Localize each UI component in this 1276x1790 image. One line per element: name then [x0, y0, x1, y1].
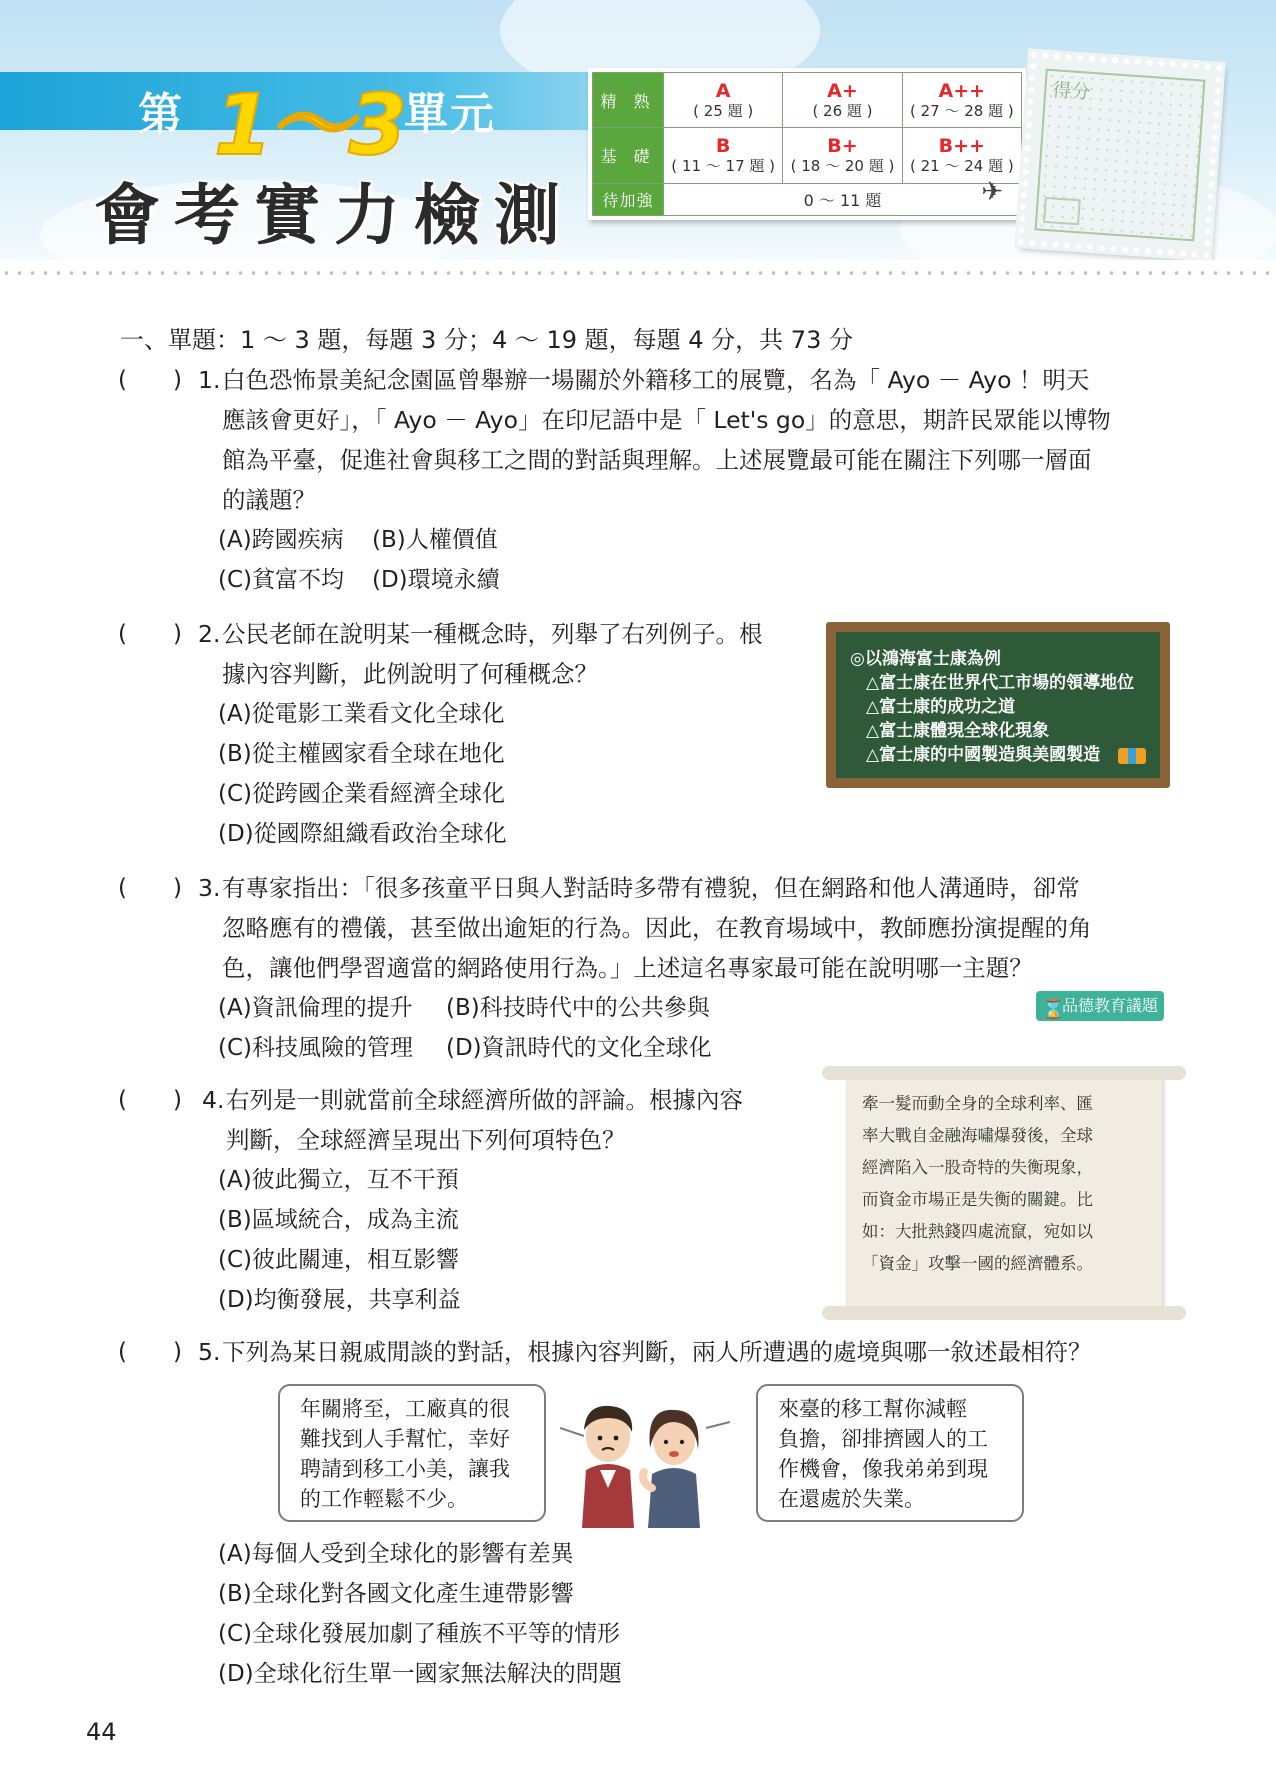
question-number: 1.: [198, 366, 221, 394]
question-number: 4.: [202, 1086, 225, 1114]
question-text: 館為平臺，促進社會與移工之間的對話與理解。上述展覽最可能在關注下列哪一層面: [222, 446, 1092, 474]
option-d[interactable]: (D)環境永續: [372, 567, 500, 593]
question-text: 白色恐怖景美紀念園區曾舉辦一場關於外籍移工的展覽，名為「 Ayo － Ayo ！明天: [222, 366, 1090, 394]
grade-cell: B++ ( 21 ～ 24 題 ): [902, 128, 1021, 183]
page-title: 會考實力檢測: [94, 177, 574, 254]
grade-cell: A ( 25 題 ): [664, 73, 783, 128]
bubble-line: 作機會，像我弟弟到現: [778, 1457, 988, 1481]
question-text: 公民老師在說明某一種概念時，列舉了右列例子。根: [222, 620, 763, 648]
grade-cell: B ( 11 ～ 17 題 ): [664, 128, 783, 183]
dotted-divider: [0, 270, 1276, 276]
option-b[interactable]: (B)區域統合，成為主流: [218, 1207, 459, 1233]
grade-cell: B+ ( 18 ～ 20 題 ): [783, 128, 902, 183]
question-text: 下列為某日親戚閒談的對話，根據內容判斷，兩人所遭遇的處境與哪一敘述最相符？: [222, 1338, 1092, 1366]
question-text: 判斷，全球經濟呈現出下列何項特色？: [226, 1126, 626, 1154]
speech-bubble-left: [278, 1384, 546, 1522]
option-c[interactable]: (C)科技風險的管理: [218, 1035, 414, 1061]
option-d[interactable]: (D)資訊時代的文化全球化: [446, 1035, 712, 1061]
board-line: △富士康的中國製造與美國製造: [866, 745, 1101, 765]
scroll-line: 而資金市場正是失衡的關鍵。比: [862, 1190, 1093, 1209]
answer-blank[interactable]: ( ): [118, 1339, 182, 1365]
grade-cell: A+ ( 26 題 ): [783, 73, 902, 128]
header-banner: [0, 0, 1276, 260]
option-d[interactable]: (D)全球化衍生單一國家無法解決的問題: [218, 1661, 622, 1687]
question-text: 應該會更好」，「 Ayo － Ayo」在印尼語中是「 Let's go」的意思，期許民眾能以博物: [222, 406, 1111, 434]
question-text: 的議題？: [222, 486, 316, 514]
bubble-line: 來臺的移工幫你減輕: [778, 1397, 967, 1421]
two-people-illustration: [560, 1378, 730, 1528]
board-line: ◎以鴻海富士康為例: [850, 649, 1001, 669]
board-line: △富士康體現全球化現象: [866, 721, 1050, 741]
hourglass-icon: ⌛: [1042, 999, 1065, 1020]
question-number: 2.: [198, 620, 221, 648]
option-c[interactable]: (C)全球化發展加劇了種族不平等的情形: [218, 1621, 621, 1647]
bubble-line: 年關將至，工廠真的很: [300, 1397, 510, 1421]
option-c[interactable]: (C)從跨國企業看經濟全球化: [218, 781, 506, 807]
scroll-line: 率大戰自金融海嘯爆發後，全球: [862, 1126, 1093, 1145]
airplane-icon: ✈: [981, 177, 1003, 207]
option-b[interactable]: (B)從主權國家看全球在地化: [218, 741, 505, 767]
score-label: 得分: [1051, 79, 1092, 104]
scroll-line: 經濟陷入一股奇特的失衡現象，: [862, 1158, 1093, 1177]
question-text: 色，讓他們學習適當的網路使用行為。」上述這名專家最可能在說明哪一主題？: [222, 954, 1033, 982]
section-title: 一、單題：1 ～ 3 題，每題 3 分；4 ～ 19 題，每題 4 分，共 73 分: [120, 326, 853, 354]
option-d[interactable]: (D)從國際組織看政治全球化: [218, 821, 507, 847]
question-text: 據內容判斷，此例說明了何種概念？: [222, 660, 598, 688]
question-text: 右列是一則就當前全球經濟所做的評論。根據內容: [226, 1086, 743, 1114]
answer-blank[interactable]: ( ): [118, 875, 182, 901]
unit-prefix: 第: [138, 89, 184, 140]
score-stamp: [1017, 52, 1222, 259]
grade-row-proficient: [593, 73, 1022, 128]
scroll-line: 牽一髮而動全身的全球利率、匯: [862, 1094, 1093, 1113]
grade-table: [588, 68, 1026, 220]
topic-badge: ⌛ 品德教育議題: [1036, 991, 1164, 1021]
option-b[interactable]: (B)科技時代中的公共參與: [446, 995, 710, 1021]
scroll-line: 「資金」攻擊一國的經濟體系。: [862, 1254, 1093, 1273]
option-a[interactable]: (A)彼此獨立，互不干預: [218, 1167, 459, 1193]
grade-row-label: 精 熟: [593, 73, 664, 128]
envelope-icon: [1043, 197, 1081, 225]
option-a[interactable]: (A)從電影工業看文化全球化: [218, 701, 505, 727]
grade-cell: A++ ( 27 ～ 28 題 ): [902, 73, 1021, 128]
option-c[interactable]: (C)貧富不均: [218, 567, 345, 593]
bubble-line: 聘請到移工小美，讓我: [300, 1457, 510, 1481]
bubble-line: 負擔，卻排擠國人的工: [778, 1427, 988, 1451]
grade-row-label: 待加強: [593, 183, 664, 215]
eraser-icon: [1118, 748, 1146, 764]
option-b[interactable]: (B)全球化對各國文化產生連帶影響: [218, 1581, 574, 1607]
grade-cell: 0 ～ 11 題 ✈: [664, 183, 1022, 215]
speech-bubble-right: [756, 1384, 1024, 1522]
unit-number: 1～3: [214, 76, 403, 174]
question-number: 3.: [198, 874, 221, 902]
board-line: △富士康在世界代工市場的領導地位: [866, 673, 1135, 693]
commentary-scroll: [846, 1074, 1162, 1312]
option-a[interactable]: (A)資訊倫理的提升: [218, 995, 413, 1021]
option-c[interactable]: (C)彼此關連，相互影響: [218, 1247, 460, 1273]
answer-blank[interactable]: ( ): [118, 621, 182, 647]
answer-blank[interactable]: ( ): [118, 1087, 182, 1113]
question-text: 有專家指出：「很多孩童平日與人對話時多帶有禮貌，但在網路和他人溝通時，卻常: [222, 874, 1080, 902]
scroll-line: 如：大批熱錢四處流竄，宛如以: [862, 1222, 1093, 1241]
grade-row-needs-improvement: [593, 183, 1022, 215]
bubble-line: 的工作輕鬆不少。: [300, 1487, 468, 1511]
option-a[interactable]: (A)跨國疾病: [218, 527, 344, 553]
option-d[interactable]: (D)均衡發展，共享利益: [218, 1287, 461, 1313]
unit-suffix: 單元: [404, 89, 496, 140]
bubble-line: 難找到人手幫忙，幸好: [300, 1427, 510, 1451]
option-b[interactable]: (B)人權價值: [372, 527, 498, 553]
question-text: 忽略應有的禮儀，甚至做出逾矩的行為。因此，在教育場域中，教師應扮演提醒的角: [222, 914, 1092, 942]
answer-blank[interactable]: ( ): [118, 367, 182, 393]
question-number: 5.: [198, 1338, 221, 1366]
grade-row-label: 基 礎: [593, 128, 664, 183]
board-line: △富士康的成功之道: [866, 697, 1016, 717]
page-number: 44: [86, 1718, 117, 1746]
bubble-line: 在還處於失業。: [778, 1487, 925, 1511]
chalkboard: [826, 622, 1170, 788]
grade-row-basic: [593, 128, 1022, 183]
option-a[interactable]: (A)每個人受到全球化的影響有差異: [218, 1541, 574, 1567]
